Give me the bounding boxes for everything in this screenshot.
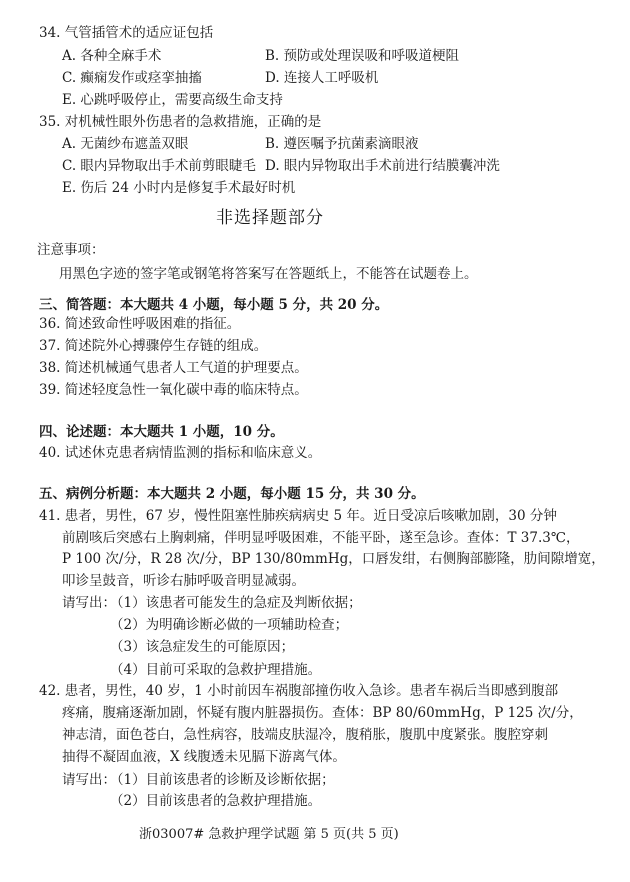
option-c: C. 癫痫发作或痉挛抽搐 [62, 70, 202, 86]
part5-heading: 五、病例分析题：本大题共 2 小题，每小题 15 分，共 30 分。 [39, 486, 425, 502]
part3-heading: 三、简答题：本大题共 4 小题，每小题 5 分，共 20 分。 [39, 297, 389, 313]
sub-question: （2）目前该患者的急救护理措施。 [110, 793, 322, 809]
sub-question: （3）该急症发生的可能原因； [110, 639, 295, 655]
part4-heading: 四、论述题：本大题共 1 小题，10 分。 [39, 424, 284, 440]
ask-label: 请写出： [62, 772, 116, 788]
case-line: 41. 患者，男性，67 岁，慢性阻塞性肺疾病病史 5 年。近日受凉后咳嗽加剧，30 分钟 [39, 508, 557, 524]
option-a: A. 各种全麻手术 [62, 48, 162, 64]
option-b: B. 预防或处理误吸和呼吸道梗阻 [265, 48, 460, 64]
page-footer: 浙03007# 急救护理学试题 第 5 页(共 5 页) [139, 827, 399, 842]
section-title: 非选择题部分 [216, 208, 324, 228]
ask-label: 请写出： [62, 595, 116, 611]
option-d: D. 眼内异物取出手术前进行结膜囊冲洗 [265, 158, 500, 174]
case-line: 疼痛，腹痛逐渐加剧，怀疑有腹内脏器损伤。查体：BP 80/60mmHg，P 125 次/分， [62, 705, 583, 721]
option-e: E. 伤后 24 小时内是修复手术最好时机 [62, 180, 296, 196]
case-line: 神志清，面色苍白，急性病容，肢端皮肤湿冷，腹稍胀，腹肌中度紧张。腹腔穿刺 [62, 727, 548, 743]
question-36: 36. 简述致命性呼吸困难的指征。 [39, 316, 241, 332]
question-37: 37. 简述院外心搏骤停生存链的组成。 [39, 338, 268, 354]
notice-text: 用黑色字迹的签字笔或钢笔将答案写在答题纸上，不能答在试题卷上。 [59, 266, 478, 282]
case-line: 42. 患者，男性，40 岁，1 小时前因车祸腹部撞伤收入急诊。患者车祸后当即感到腹部 [39, 683, 559, 699]
notice-label: 注意事项： [37, 242, 105, 258]
option-e: E. 心跳呼吸停止，需要高级生命支持 [62, 92, 283, 108]
question-stem: 35. 对机械性眼外伤患者的急救措施，正确的是 [39, 114, 322, 130]
question-39: 39. 简述轻度急性一氧化碳中毒的临床特点。 [39, 382, 308, 398]
sub-question: （1）目前该患者的诊断及诊断依据； [110, 772, 335, 788]
case-line: P 100 次/分，R 28 次/分，BP 130/80mmHg，口唇发绀，右侧胸部膨隆，肋间隙增宽， [62, 551, 605, 567]
option-d: D. 连接人工呼吸机 [265, 70, 379, 86]
question-38: 38. 简述机械通气患者人工气道的护理要点。 [39, 360, 308, 376]
question-stem: 34. 气管插管术的适应证包括 [39, 25, 214, 41]
option-a: A. 无菌纱布遮盖双眼 [62, 136, 189, 152]
option-c: C. 眼内异物取出手术前剪眼睫毛 [62, 158, 256, 174]
case-line: 前剧咳后突感右上胸刺痛，伴明显呼吸困难，不能平卧，遂至急诊。查体：T 37.3℃， [62, 530, 580, 546]
sub-question: （1）该患者可能发生的急症及判断依据； [110, 595, 362, 611]
option-b: B. 遵医嘱予抗菌素滴眼液 [265, 136, 419, 152]
sub-question: （4）目前可采取的急救护理措施。 [110, 662, 322, 678]
case-line: 抽得不凝固血液，X 线腹透未见膈下游离气体。 [62, 749, 346, 765]
sub-question: （2）为明确诊断必做的一项辅助检查； [110, 617, 349, 633]
question-40: 40. 试述休克患者病情监测的指标和临床意义。 [39, 445, 322, 461]
case-line: 叩诊呈鼓音，听诊右肺呼吸音明显减弱。 [62, 573, 305, 589]
